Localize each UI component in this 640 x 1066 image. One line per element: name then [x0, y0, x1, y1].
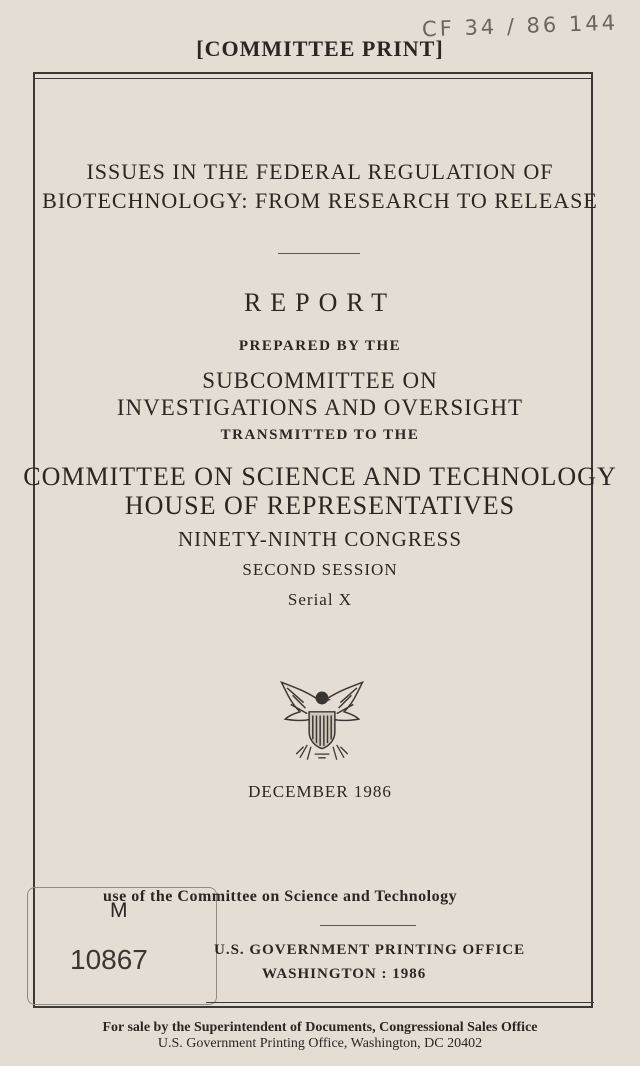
- subcommittee-line-2: INVESTIGATIONS AND OVERSIGHT: [116, 395, 524, 420]
- stamp-letter: M: [110, 899, 128, 922]
- great-seal-eagle-icon: [276, 675, 368, 767]
- sale-notice-line-1: For sale by the Superintendent of Documents, Congressional Sales Office: [102, 1020, 538, 1035]
- title-divider: [278, 253, 360, 254]
- printing-office-label: U.S. GOVERNMENT PRINTING OFFICE: [214, 942, 526, 958]
- title-line-2: BIOTECHNOLOGY: FROM RESEARCH TO RELEASE: [42, 188, 598, 213]
- subcommittee-line-1: SUBCOMMITTEE ON: [202, 368, 438, 393]
- place-year-label: WASHINGTON : 1986: [262, 966, 427, 982]
- handwritten-call-number: CF 34 / 86 144: [421, 10, 619, 42]
- committee-print-label: [COMMITTEE PRINT]: [196, 36, 444, 61]
- top-rule: [33, 78, 593, 79]
- congress-label: NINETY-NINTH CONGRESS: [177, 527, 463, 551]
- use-of-committee-line: use of the Committee on Science and Technology: [103, 888, 458, 905]
- accession-number: 10867: [70, 944, 148, 975]
- transmitted-to-label: TRANSMITTED TO THE: [220, 427, 420, 443]
- sale-notice-line-2: U.S. Government Printing Office, Washington, DC 20402: [157, 1036, 483, 1051]
- prepared-by-label: PREPARED BY THE: [238, 338, 402, 354]
- committee-line-1: COMMITTEE ON SCIENCE AND TECHNOLOGY: [23, 462, 617, 491]
- report-heading: REPORT: [243, 288, 397, 317]
- title-line-1: ISSUES IN THE FEDERAL REGULATION OF: [86, 159, 554, 184]
- serial-label: Serial X: [287, 590, 353, 609]
- footer-divider: [320, 925, 416, 926]
- publication-date: DECEMBER 1986: [248, 782, 392, 801]
- session-label: SECOND SESSION: [242, 560, 398, 579]
- committee-line-2: HOUSE OF REPRESENTATIVES: [124, 491, 516, 520]
- bottom-rule: [206, 1002, 594, 1003]
